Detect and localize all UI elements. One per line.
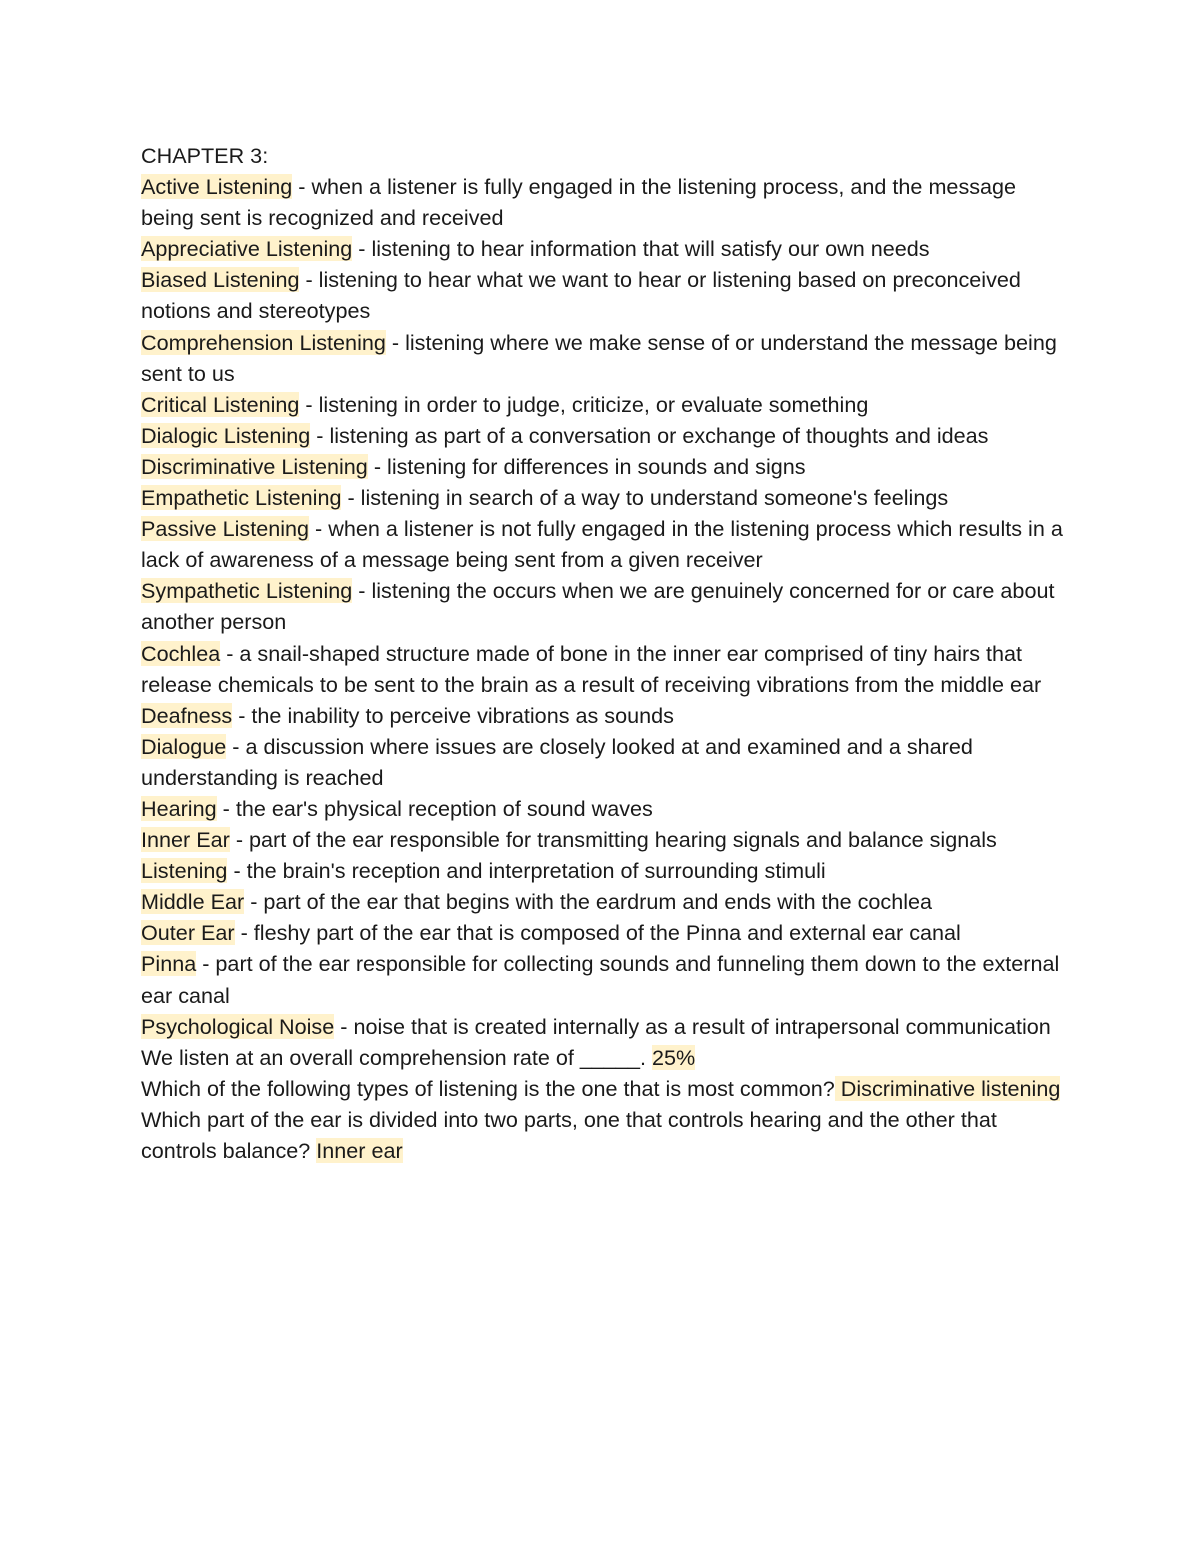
glossary-definition: - a discussion where issues are closely looked at and examined and a shared understanding is reached bbox=[141, 733, 973, 790]
quiz-answer: Inner ear bbox=[316, 1138, 403, 1163]
glossary-entry bbox=[141, 482, 1066, 513]
quiz-answer: 25% bbox=[651, 1044, 696, 1070]
glossary-term: Deafness bbox=[141, 702, 233, 728]
glossary-term: Empathetic Listening bbox=[141, 485, 342, 511]
glossary-term: Sympathetic Listening bbox=[141, 578, 353, 604]
glossary-term: Passive Listening bbox=[141, 516, 310, 542]
glossary-definition: - part of the ear responsible for collecting sounds and funneling them down to the external ear canal bbox=[141, 951, 1060, 1008]
glossary-term: Dialogic Listening bbox=[141, 422, 311, 448]
glossary-definition: - listening the occurs when we are genuinely concerned for or care about another person bbox=[141, 578, 1055, 635]
glossary-definition: - the inability to perceive vibrations as sounds bbox=[232, 702, 674, 728]
glossary-definition: - listening as part of a conversation or exchange of thoughts and ideas bbox=[310, 422, 989, 448]
glossary-entry bbox=[141, 1011, 1066, 1042]
glossary-entry bbox=[141, 793, 1066, 824]
glossary-entry bbox=[141, 264, 1066, 326]
glossary-definition: - listening to hear information that will satisfy our own needs bbox=[352, 236, 930, 262]
chapter-heading: CHAPTER 3: bbox=[141, 143, 269, 168]
glossary-term: Outer Ear bbox=[141, 920, 235, 946]
quiz-item bbox=[141, 1042, 1066, 1073]
glossary-term: Hearing bbox=[141, 795, 217, 821]
glossary-entry bbox=[141, 451, 1066, 482]
glossary-entry bbox=[141, 575, 1066, 637]
glossary-definition: - part of the ear responsible for transmitting hearing signals and balance signals bbox=[229, 827, 997, 853]
glossary-entry bbox=[141, 948, 1066, 1010]
glossary-entry bbox=[141, 731, 1066, 793]
glossary-entry bbox=[141, 855, 1066, 886]
glossary-term: Biased Listening bbox=[141, 267, 300, 293]
glossary-definition: - fleshy part of the ear that is composed of the Pinna and external ear canal bbox=[234, 920, 961, 946]
glossary-entry bbox=[141, 420, 1066, 451]
glossary-definition: - listening where we make sense of or understand the message being sent to us bbox=[141, 329, 1057, 386]
glossary-term: Middle Ear bbox=[141, 889, 245, 915]
glossary-entry bbox=[141, 327, 1066, 389]
glossary-definition: - a snail-shaped structure made of bone in the inner ear comprised of tiny hairs that release chemicals to be sent to the brain as a result of receiving vibrations from the middle ear bbox=[141, 640, 1042, 697]
glossary-definition: - listening in order to judge, criticize, or evaluate something bbox=[299, 391, 869, 417]
glossary-entry bbox=[141, 638, 1066, 700]
quiz-question: Which part of the ear is divided into two parts, one that controls hearing and the other that controls balance? bbox=[141, 1106, 997, 1163]
glossary-term: Discriminative Listening bbox=[141, 453, 368, 479]
glossary-entry bbox=[141, 886, 1066, 917]
glossary-definition: - the ear's physical reception of sound waves bbox=[216, 795, 653, 821]
quiz-question: We listen at an overall comprehension rate of _____. bbox=[141, 1044, 652, 1070]
glossary-definition: - listening in search of a way to understand someone's feelings bbox=[341, 485, 949, 511]
glossary-entry bbox=[141, 171, 1066, 233]
glossary-term: Critical Listening bbox=[141, 391, 300, 417]
glossary-entry bbox=[141, 513, 1066, 575]
glossary-definition: - the brain's reception and interpretation of surrounding stimuli bbox=[227, 858, 826, 884]
glossary-term: Comprehension Listening bbox=[141, 329, 386, 355]
glossary-entry bbox=[141, 389, 1066, 420]
quiz-item bbox=[141, 1104, 1066, 1166]
quiz-item bbox=[141, 1073, 1066, 1104]
glossary-term: Inner Ear bbox=[141, 827, 230, 853]
glossary-term: Appreciative Listening bbox=[141, 236, 353, 262]
glossary-entry bbox=[141, 700, 1066, 731]
glossary-entry bbox=[141, 917, 1066, 948]
quiz-answer: Discriminative listening bbox=[834, 1075, 1061, 1101]
glossary-definition: - listening for differences in sounds and signs bbox=[367, 453, 806, 479]
glossary-term: Cochlea bbox=[141, 640, 221, 666]
document-body bbox=[141, 140, 1066, 1166]
glossary-definition: - listening to hear what we want to hear or listening based on preconceived notions and stereotypes bbox=[141, 267, 1021, 324]
glossary-term: Dialogue bbox=[141, 733, 227, 759]
glossary-definition: - noise that is created internally as a result of intrapersonal communication bbox=[334, 1013, 1051, 1039]
glossary-definition: - when a listener is not fully engaged in the listening process which results in a lack of awareness of a message being sent from a given receiver bbox=[141, 516, 1063, 573]
glossary-entry bbox=[141, 824, 1066, 855]
glossary bbox=[141, 171, 1066, 1042]
glossary-term: Active Listening bbox=[141, 174, 293, 200]
glossary-term: Listening bbox=[141, 858, 228, 884]
quiz-question: Which of the following types of listening is the one that is most common? bbox=[141, 1075, 835, 1101]
quiz-questions bbox=[141, 1042, 1066, 1166]
glossary-definition: - when a listener is fully engaged in the listening process, and the message being sent is recognized and received bbox=[141, 174, 1017, 231]
glossary-term: Psychological Noise bbox=[141, 1013, 335, 1039]
glossary-entry bbox=[141, 233, 1066, 264]
glossary-term: Pinna bbox=[141, 951, 197, 977]
glossary-definition: - part of the ear that begins with the eardrum and ends with the cochlea bbox=[244, 889, 933, 915]
